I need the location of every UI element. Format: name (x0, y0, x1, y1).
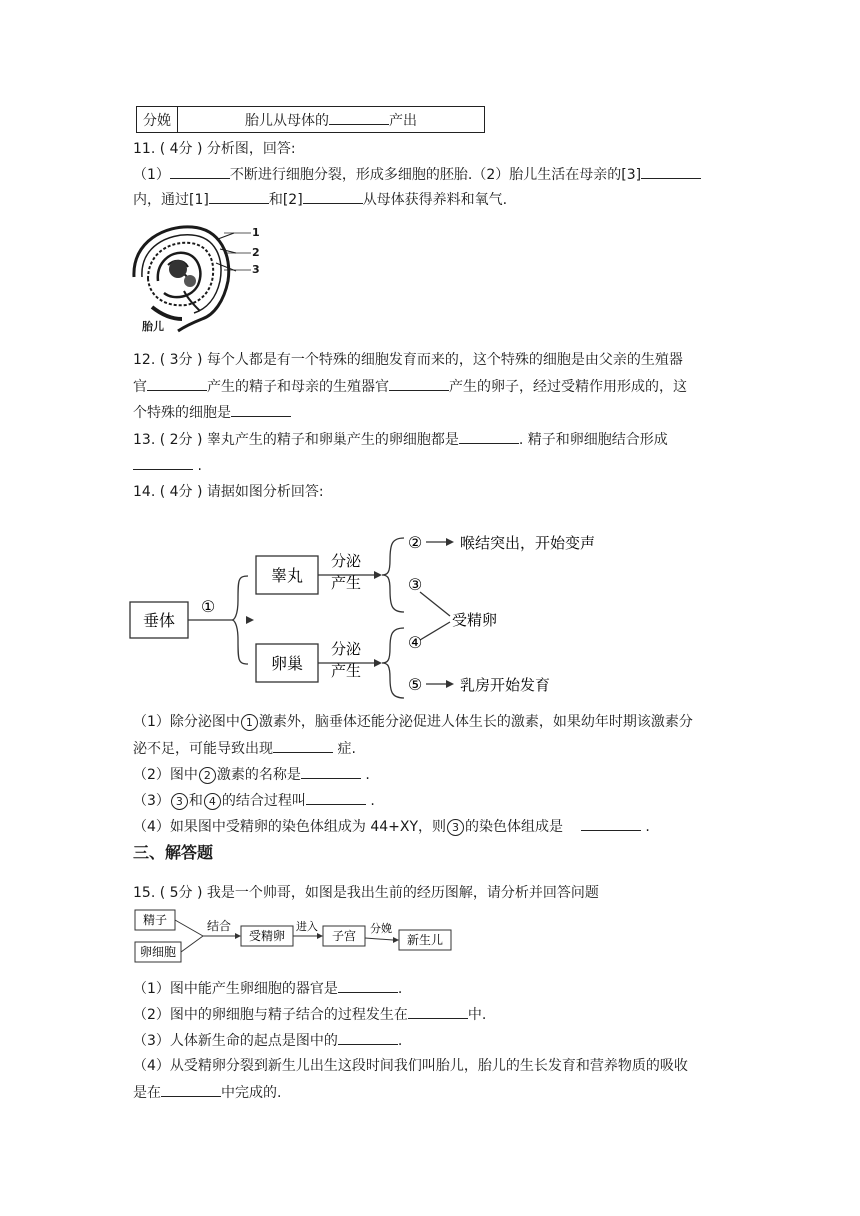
answer-blank[interactable] (338, 1030, 398, 1045)
newborn-text: 新生儿 (406, 933, 444, 947)
circled-number: 4 (204, 793, 221, 810)
text: 中. (467, 1007, 487, 1023)
text: . 精子和卵细胞结合形成 (518, 432, 668, 448)
ovary-label: 卵巢 (270, 654, 304, 673)
q12-line3 (133, 402, 291, 423)
table-cell-stage: 分娩 (137, 107, 178, 133)
q14-sub4 (133, 816, 650, 837)
answer-blank[interactable] (273, 738, 333, 753)
text: 从母体获得养料和氧气. (362, 192, 508, 208)
circled-number: 3 (171, 793, 188, 810)
development-flow-diagram (133, 908, 463, 968)
label-2: ② (407, 533, 423, 552)
q14-sub3 (133, 790, 375, 811)
text: . (645, 819, 650, 835)
testis-label: 睾丸 (270, 566, 304, 585)
q13-line2 (133, 455, 202, 476)
text: 激素的名称是 (216, 767, 301, 783)
text: 中完成的. (221, 1085, 282, 1101)
label-1: ① (200, 597, 216, 616)
q15-sub4-line1: （4）从受精卵分裂到新生儿出生这段时间我们叫胎儿，胎儿的生长发育和营养物质的吸收 (133, 1058, 688, 1074)
answer-blank[interactable] (329, 110, 389, 125)
pituitary-label: 垂体 (142, 611, 176, 630)
answer-blank[interactable] (306, 790, 366, 805)
answer-blank[interactable] (147, 376, 207, 391)
table-cell-description (178, 107, 485, 133)
hormone-diagram (128, 520, 648, 710)
text: 泌不足，可能导致出现 (133, 741, 273, 757)
text: （1）图中能产生卵细胞的器官是 (133, 981, 338, 997)
q14-sub1-line1 (133, 712, 693, 732)
answer-blank[interactable] (231, 402, 291, 417)
label-4: ④ (407, 633, 423, 652)
cell-text: 胎儿从母体的 (245, 112, 329, 129)
text: 产生的卵子，经过受精作用形成的，这 (449, 379, 687, 395)
text: . (397, 1033, 403, 1049)
section-title: 三、解答题 (133, 843, 214, 862)
figure-caption-fetus: 胎儿 (142, 320, 164, 333)
secrete-label-top: 分泌 (330, 552, 362, 570)
text: （3） (133, 793, 170, 809)
answer-blank[interactable] (408, 1004, 468, 1019)
circled-number: 1 (241, 714, 258, 731)
answer-blank[interactable] (459, 429, 519, 444)
q11-line2 (133, 189, 507, 210)
sperm-text: 精子 (142, 913, 168, 927)
answer-blank[interactable] (641, 164, 701, 179)
cell-text: 产出 (389, 112, 417, 129)
text: 的结合过程叫 (221, 793, 306, 809)
figure-leader-lines (224, 226, 254, 276)
text: （3）人体新生命的起点是图中的 (133, 1033, 338, 1049)
adams-apple-text: 喉结突出，开始变声 (460, 534, 596, 552)
produce-label-top: 产生 (330, 574, 362, 592)
q15-sub2 (133, 1004, 486, 1025)
q15-sub4-line2 (133, 1082, 281, 1103)
circled-number: 2 (199, 767, 216, 784)
q12-line1: 12. ( 3分 ) 每个人都是有一个特殊的细胞发育而来的，这个特殊的细胞是由父亲的生殖器 (133, 352, 683, 368)
label-5: ⑤ (407, 675, 423, 694)
text: . (397, 981, 403, 997)
text: 官 (133, 379, 147, 395)
text: 是在 (133, 1085, 161, 1101)
label-3: ③ (407, 575, 423, 594)
zygote-text: 受精卵 (452, 611, 498, 629)
uterus-text: 子宫 (331, 929, 357, 943)
text: 产生的精子和母亲的生殖器官 (207, 379, 389, 395)
q14-sub1-line2 (133, 738, 356, 759)
text: 内，通过[1] (133, 192, 209, 208)
birth-text: 分娩 (370, 922, 392, 935)
text: 激素外，脑垂体还能分泌促进人体生长的激素，如果幼年时期该激素分 (258, 714, 693, 730)
text: （2）图中 (133, 767, 198, 783)
text: 13. ( 2分 ) 睾丸产生的精子和卵巢产生的卵细胞都是 (133, 432, 459, 448)
table-row (137, 107, 485, 133)
text: 个特殊的细胞是 (133, 405, 231, 421)
answer-blank[interactable] (209, 189, 269, 204)
text: （4）如果图中受精卵的染色体组成为 44+XY，则 (133, 819, 447, 835)
figure-label-1: 1 (252, 226, 260, 239)
circled-number: 3 (447, 819, 464, 836)
secrete-label-bottom: 分泌 (330, 640, 362, 658)
q15-sub3 (133, 1030, 402, 1051)
answer-blank[interactable] (338, 978, 398, 993)
text: 和 (188, 793, 203, 809)
answer-blank[interactable] (301, 764, 361, 779)
zygote-text: 受精卵 (248, 929, 286, 943)
q15-sub1 (133, 978, 402, 999)
egg-text: 卵细胞 (139, 945, 177, 959)
delivery-table (136, 106, 485, 133)
answer-blank[interactable] (161, 1082, 221, 1097)
q15-header: 15. ( 5分 ) 我是一个帅哥，如图是我出生前的经历图解，请分析并回答问题 (133, 885, 599, 901)
q14-sub2 (133, 764, 370, 785)
text: （1） (133, 167, 170, 183)
produce-label-bottom: 产生 (330, 662, 362, 680)
answer-blank[interactable] (389, 376, 449, 391)
q11-line1 (133, 164, 701, 185)
text: . (197, 458, 202, 474)
answer-blank[interactable] (170, 164, 230, 179)
answer-blank[interactable] (303, 189, 363, 204)
figure-label-3: 3 (252, 263, 260, 276)
q12-line2 (133, 376, 687, 397)
q13-line1 (133, 429, 668, 450)
answer-blank[interactable] (133, 455, 193, 470)
text: 不断进行细胞分裂，形成多细胞的胚胎.（2）胎儿生活在母亲的[3] (229, 167, 642, 183)
combine-text: 结合 (206, 919, 232, 933)
text: （1）除分泌图中 (133, 714, 240, 730)
text: 的染色体组成是 (465, 819, 564, 835)
text: . (370, 793, 375, 809)
q14-header: 14. ( 4分 ) 请据如图分析回答: (133, 484, 324, 500)
breast-text: 乳房开始发育 (460, 676, 551, 694)
text: 和[2] (268, 192, 303, 208)
text: . (365, 767, 370, 783)
enter-text: 进入 (296, 920, 318, 933)
q11-header: 11. ( 4分 ) 分析图，回答: (133, 141, 296, 157)
text: （2）图中的卵细胞与精子结合的过程发生在 (133, 1007, 408, 1023)
answer-blank[interactable] (581, 816, 641, 831)
figure-label-2: 2 (252, 246, 260, 259)
text: 症. (337, 741, 356, 757)
